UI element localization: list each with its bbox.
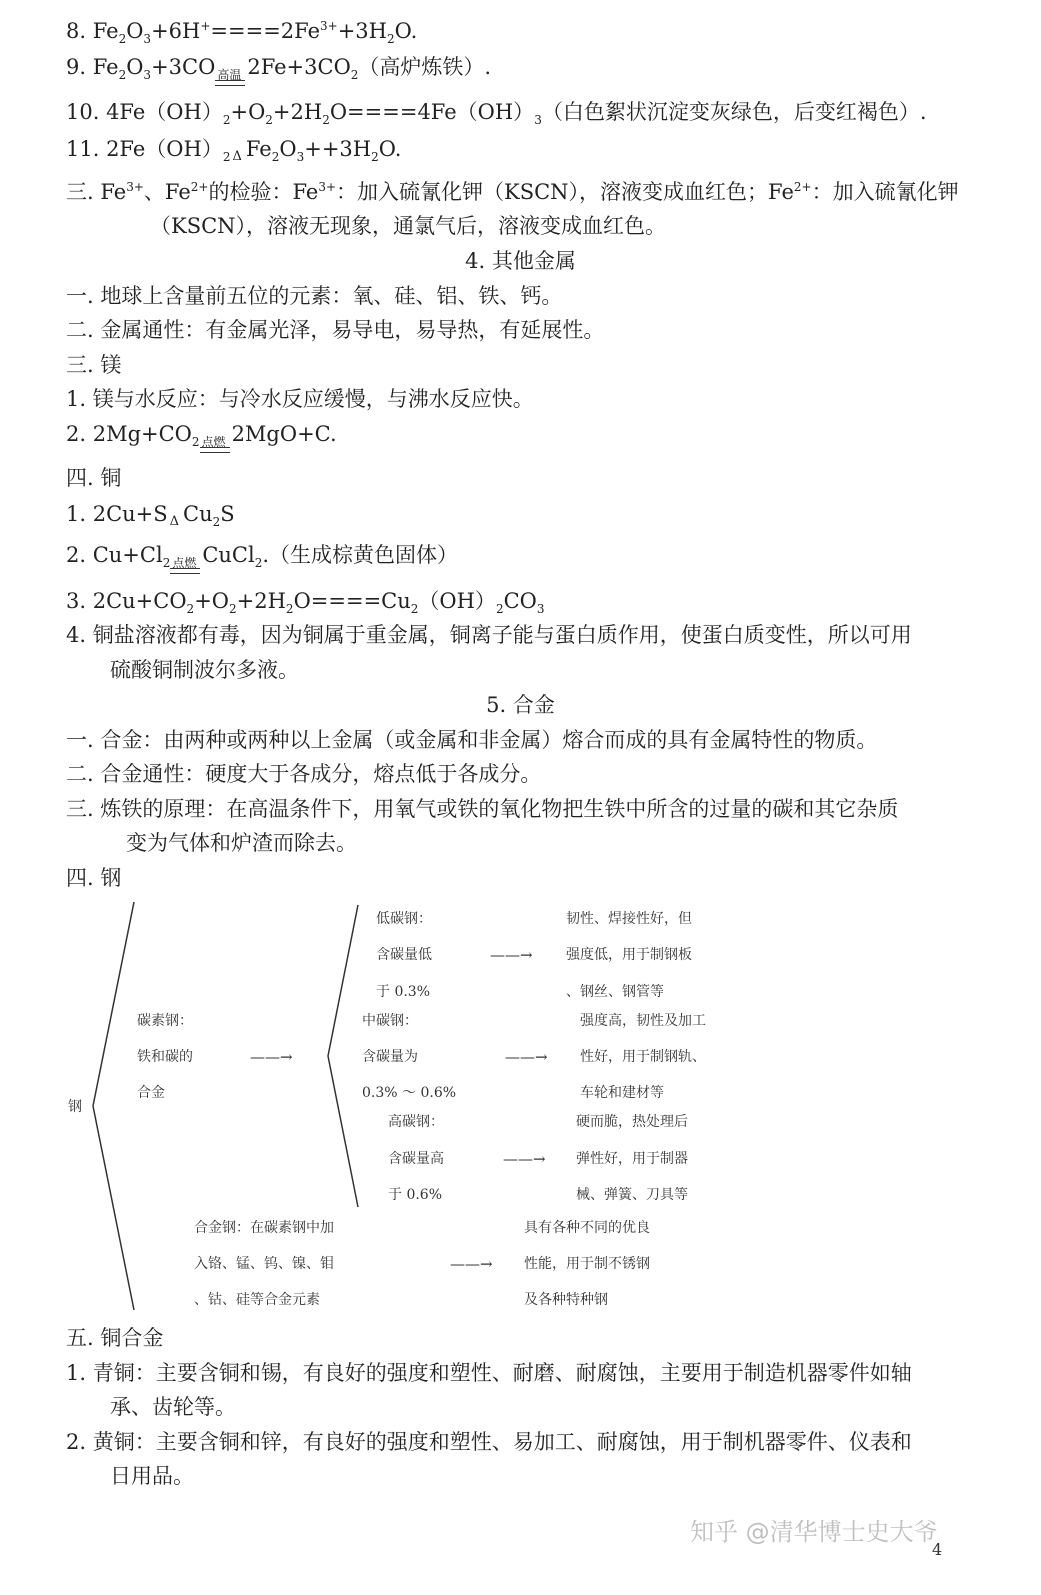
arrow-icon: ——→ (490, 946, 533, 964)
arrow-icon: ——→ (250, 1048, 293, 1066)
mid-carbon-right-1: 强度高，韧性及加工 (580, 1013, 706, 1029)
copper-equation-2: 2. $Cu+Cl_2$ 点燃 CuCl$_2$.（生成棕黄色固体） (66, 543, 459, 571)
ion-test-line-2: （KSCN），溶液无现象，通氯气后，溶液变成血红色。 (150, 214, 667, 238)
high-carbon-left-1: 高碳钢： (388, 1114, 444, 1130)
reaction-condition: 点燃 (201, 435, 226, 449)
copper-toxicity-2: 硫酸铜制波尔多液。 (110, 658, 299, 682)
low-carbon-left-1: 低碳钢： (376, 911, 432, 927)
steel-root-label: 钢 (68, 1099, 82, 1115)
high-carbon-right-1: 硬而脆，热处理后 (576, 1114, 688, 1130)
ion-test-line-1: 三. $Fe^{3+}$、$Fe^{2+}$的检验：$Fe^{3+}$：加入硫氰化钾（KSCN），溶液变成血红色；$Fe^{2+}$：加入硫氰化钾 (66, 180, 959, 204)
high-carbon-left-3: 于 0.6% (388, 1187, 443, 1203)
low-carbon-left-2: 含碳量低 (376, 947, 432, 963)
alloy-definition: 一. 合金：由两种或两种以上金属（或金属和非金属）熔合而成的具有金属特性的物质。 (66, 728, 878, 752)
alloy-steel-right-1: 具有各种不同的优良 (524, 1220, 650, 1236)
alloy-steel-left-3: 、钴、硅等合金元素 (194, 1292, 320, 1308)
metal-properties: 二. 金属通性：有金属光泽，易导电，易导热，有延展性。 (66, 318, 605, 342)
mid-carbon-left-2: 含碳量为 (362, 1049, 418, 1065)
root-brace (93, 902, 134, 1310)
mid-carbon-left-1: 中碳钢： (362, 1013, 418, 1029)
steel-heading: 四. 钢 (66, 866, 122, 890)
mid-carbon-right-2: 性好，用于制钢轨、 (580, 1049, 706, 1065)
brass-line-2: 日用品。 (110, 1464, 194, 1488)
copper-equation-1: 1. 2Cu+S Δ $Cu_2S$ (66, 499, 235, 537)
section-heading-alloys: 5. 合金 (486, 693, 555, 717)
alloy-properties: 二. 合金通性：硬度大于各成分，熔点低于各成分。 (66, 762, 542, 786)
ironmaking-principle-2: 变为气体和炉渣而除去。 (126, 831, 357, 855)
high-carbon-left-2: 含碳量高 (388, 1151, 444, 1167)
mid-carbon-left-3: 0.3% ～ 0.6% (362, 1085, 457, 1101)
high-carbon-right-2: 弹性好，用于制器 (576, 1151, 688, 1167)
low-carbon-right-3: 、钢丝、钢管等 (566, 984, 664, 1000)
low-carbon-right-2: 强度低，用于制钢板 (566, 947, 692, 963)
reaction-condition: 高温 (217, 68, 242, 82)
high-carbon-right-3: 械、弹簧、刀具等 (576, 1187, 688, 1203)
equation-10: 10. $4Fe(OH)_2+O_2+2H_2O====4Fe(OH)_3$（白色絮状沉淀变灰绿色，后变红褐色）. (66, 100, 927, 128)
arrow-icon: ——→ (505, 1048, 548, 1066)
equation-9: 9. $Fe_2O_3+3CO$ 高温 $2Fe+3CO_2$（高炉炼铁）. (66, 55, 492, 83)
crust-elements: 一. 地球上含量前五位的元素：氧、硅、铝、铁、钙。 (66, 284, 563, 308)
copper-alloy-heading: 五. 铜合金 (66, 1326, 164, 1350)
heating-condition: Δ (169, 514, 180, 529)
copper-heading: 四. 铜 (66, 466, 122, 490)
carbon-steel-line-2: 铁和碳的 (137, 1049, 193, 1065)
copper-equation-3: 3. $2Cu+CO_2+O_2+2H_2O====Cu_2(OH)_2CO_3$ (66, 589, 545, 617)
arrow-icon: ——→ (503, 1150, 546, 1168)
arrow-icon: ——→ (450, 1255, 493, 1273)
magnesium-co2: 2. $2Mg+CO_2$ 点燃 2MgO+C. (66, 422, 337, 450)
bronze-line-1: 1. 青铜：主要含铜和锡，有良好的强度和塑性、耐磨、耐腐蚀，主要用于制造机器零件如轴 (66, 1361, 912, 1385)
low-carbon-right-1: 韧性、焊接性好，但 (566, 911, 692, 927)
equation-11: 11. $2Fe(OH)_2$ Δ $Fe_2O_3++3H_2O$. (66, 134, 401, 172)
equation-8: 8. $Fe_2O_3+6H^+====2Fe^{3+}+3H_2O$. (66, 19, 418, 47)
carbon-steel-line-3: 合金 (137, 1085, 165, 1101)
section-heading-other-metals: 4. 其他金属 (465, 249, 576, 273)
heating-condition: Δ (232, 149, 242, 164)
magnesium-heading: 三. 镁 (66, 353, 122, 377)
page-number: 4 (932, 1540, 943, 1559)
magnesium-water: 1. 镁与水反应：与冷水反应缓慢，与沸水反应快。 (66, 387, 534, 411)
mid-carbon-right-3: 车轮和建材等 (580, 1085, 664, 1101)
brass-line-1: 2. 黄铜：主要含铜和锌，有良好的强度和塑性、易加工、耐腐蚀，用于制机器零件、仪表和 (66, 1430, 912, 1454)
alloy-steel-right-2: 性能，用于制不锈钢 (524, 1256, 650, 1272)
alloy-steel-right-3: 及各种特种钢 (524, 1292, 608, 1308)
copper-toxicity-1: 4. 铜盐溶液都有毒，因为铜属于重金属，铜离子能与蛋白质作用，使蛋白质变性，所以可用 (66, 623, 912, 647)
carbon-steel-brace (328, 905, 358, 1207)
alloy-steel-left-2: 入铬、锰、钨、镍、钼 (194, 1256, 334, 1272)
ironmaking-principle-1: 三. 炼铁的原理：在高温条件下，用氧气或铁的氧化物把生铁中所含的过量的碳和其它杂质 (66, 797, 899, 821)
bronze-line-2: 承、齿轮等。 (110, 1395, 236, 1419)
low-carbon-left-3: 于 0.3% (376, 984, 431, 1000)
watermark: 知乎 @清华博士史大爷 (690, 1518, 938, 1546)
reaction-condition: 点燃 (172, 556, 197, 570)
alloy-steel-left-1: 合金钢：在碳素钢中加 (194, 1220, 334, 1236)
carbon-steel-line-1: 碳素钢： (137, 1013, 193, 1029)
